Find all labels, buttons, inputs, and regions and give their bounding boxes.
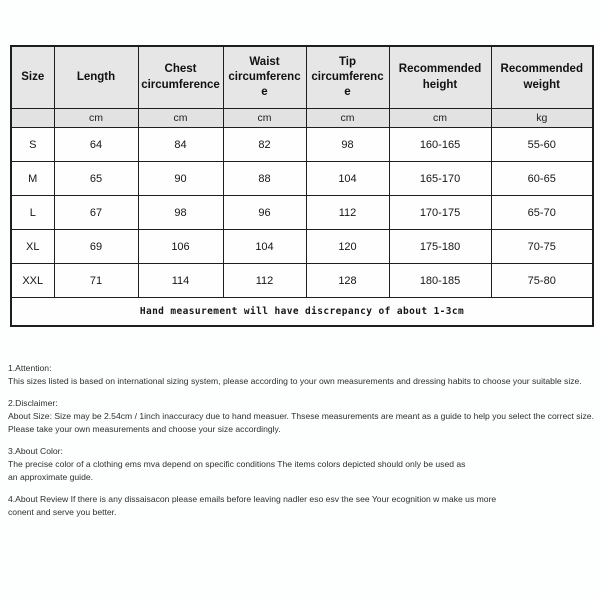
note-line: 4.About Review If there is any dissaisacon please emails before leaving nadler eso esv the see Your ecognition w make us more xyxy=(8,494,497,504)
note-line: The precise color of a clothing ems mva depend on specific conditions The items colors depicted should only be used as xyxy=(8,459,466,469)
table-cell: 120 xyxy=(306,230,389,264)
column-header-chest: Chest circumference xyxy=(138,46,223,109)
table-cell: 84 xyxy=(138,128,223,162)
table-cell: 64 xyxy=(54,128,138,162)
column-header-waist: Waist circumference xyxy=(223,46,306,109)
table-cell: 128 xyxy=(306,264,389,298)
note-line: an approximate guide. xyxy=(8,472,94,482)
note-line: conent and serve you better. xyxy=(8,507,117,517)
table-row-s xyxy=(11,128,593,162)
header-row xyxy=(11,46,593,109)
size-label: XXL xyxy=(11,264,54,298)
table-cell: 175-180 xyxy=(389,230,491,264)
table-cell: 71 xyxy=(54,264,138,298)
note-attention xyxy=(8,362,596,388)
table-cell: 98 xyxy=(138,196,223,230)
table-cell: 170-175 xyxy=(389,196,491,230)
table-row-m xyxy=(11,162,593,196)
table-cell: 160-165 xyxy=(389,128,491,162)
note-title: 2.Disclaimer: xyxy=(8,398,58,408)
column-header-length: Length xyxy=(54,46,138,109)
table-cell: 60-65 xyxy=(491,162,593,196)
footnote-row xyxy=(11,298,593,327)
note-line: About Size: Size may be 2.54cm / 1inch inaccuracy due to hand measuer. Thsese measurements are meant as a guide to help you select the correct size. xyxy=(8,411,594,421)
column-header-weight: Recommended weight xyxy=(491,46,593,109)
table-cell: 165-170 xyxy=(389,162,491,196)
table-cell: 114 xyxy=(138,264,223,298)
table-row-xxl xyxy=(11,264,593,298)
note-about-color xyxy=(8,445,596,484)
note-line: This sizes listed is based on international sizing system, please according to your own measurements and dressing habits to choose your suitable size. xyxy=(8,376,582,386)
table-cell: 98 xyxy=(306,128,389,162)
table-cell: 106 xyxy=(138,230,223,264)
table-cell: 96 xyxy=(223,196,306,230)
table-cell: 67 xyxy=(54,196,138,230)
table-cell: 88 xyxy=(223,162,306,196)
note-about-review xyxy=(8,493,596,519)
table-cell: 104 xyxy=(223,230,306,264)
unit-cell: cm xyxy=(306,109,389,128)
size-chart-table xyxy=(10,45,594,327)
unit-cell: kg xyxy=(491,109,593,128)
table-cell: 112 xyxy=(306,196,389,230)
table-row-l xyxy=(11,196,593,230)
table-cell: 104 xyxy=(306,162,389,196)
note-title: 3.About Color: xyxy=(8,446,63,456)
column-header-size: Size xyxy=(11,46,54,109)
note-disclaimer xyxy=(8,397,596,436)
size-label: S xyxy=(11,128,54,162)
table-cell: 65-70 xyxy=(491,196,593,230)
notes-section xyxy=(8,362,596,528)
table-cell: 75-80 xyxy=(491,264,593,298)
table-cell: 90 xyxy=(138,162,223,196)
unit-cell: cm xyxy=(223,109,306,128)
unit-cell: cm xyxy=(138,109,223,128)
table-row-xl xyxy=(11,230,593,264)
table-cell: 65 xyxy=(54,162,138,196)
unit-cell xyxy=(11,109,54,128)
table-cell: 55-60 xyxy=(491,128,593,162)
table-cell: 112 xyxy=(223,264,306,298)
table-cell: 70-75 xyxy=(491,230,593,264)
unit-cell: cm xyxy=(389,109,491,128)
measurement-discrepancy-note: Hand measurement will have discrepancy of about 1-3cm xyxy=(11,298,593,327)
note-line: Please take your own measurements and choose your size accordingly. xyxy=(8,424,281,434)
table-cell: 82 xyxy=(223,128,306,162)
note-title: 1.Attention: xyxy=(8,363,52,373)
table-cell: 69 xyxy=(54,230,138,264)
units-row xyxy=(11,109,593,128)
table-cell: 180-185 xyxy=(389,264,491,298)
column-header-height: Recommended height xyxy=(389,46,491,109)
size-label: XL xyxy=(11,230,54,264)
unit-cell: cm xyxy=(54,109,138,128)
size-label: M xyxy=(11,162,54,196)
size-label: L xyxy=(11,196,54,230)
column-header-tip: Tip circumference xyxy=(306,46,389,109)
